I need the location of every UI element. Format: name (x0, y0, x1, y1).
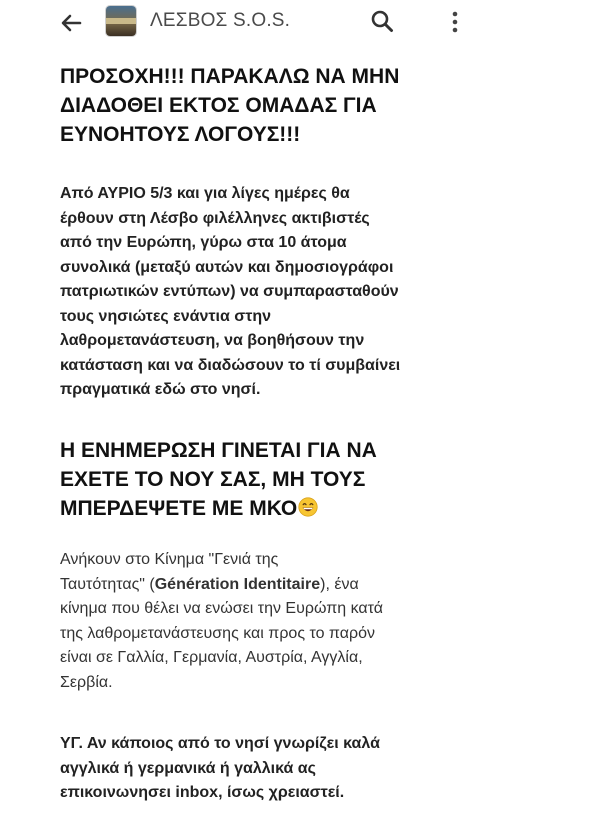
paragraph-line: Ανήκουν στο Κίνημα "Γενιά της (60, 551, 279, 568)
paragraph-line: της λαθρομετανάστευσης και προς το παρόν (60, 624, 375, 642)
paragraph-line: είναι σε Γαλλία, Γερμανία, Αυστρία, Αγγλία, (60, 649, 363, 666)
heading-line: ΠΡΟΣΟΧΗ!!! ΠΑΡΑΚΑΛΩ ΝΑ ΜΗΝ (60, 65, 400, 88)
paragraph-line: ΥΓ. Αν κάποιος από το νησί γνωρίζει καλά (60, 735, 380, 752)
movement-name: Génération Identitaire (154, 575, 321, 593)
announcement-paragraph (60, 182, 470, 403)
paragraph-line: Σερβία. (60, 673, 113, 691)
heading-line (60, 494, 480, 523)
paragraph-line: κίνημα που θέλει να ενώσει την Ευρώπη κατά (60, 600, 383, 617)
paragraph-line: από την Ευρώπη, γύρω στα 10 άτομα (60, 234, 347, 251)
heading-line: ΕΧΕΤΕ ΤΟ ΝΟΥ ΣΑΣ, ΜΗ ΤΟΥΣ (60, 468, 366, 491)
paragraph-line: πραγματικά εδώ στο νησί. (60, 381, 261, 398)
group-title[interactable]: ΛΕΣΒΟΣ S.O.S. (150, 10, 291, 31)
heading-line: ΕΥΝΟΗΤΟΥΣ ΛΟΓΟΥΣ!!! (60, 123, 301, 146)
heading-line: Η ΕΝΗΜΕΡΩΣΗ ΓΙΝΕΤΑΙ ΓΙΑ ΝΑ (60, 439, 377, 462)
paragraph-line: συνολικά (μεταξύ αυτών και δημοσιογράφοι (60, 258, 394, 276)
app-header (0, 0, 600, 46)
paragraph-line (60, 573, 480, 598)
back-arrow-icon[interactable] (60, 12, 82, 34)
heading-line-text: ΜΠΕΡΔΕΨΕΤΕ ΜΕ ΜΚΟ (60, 497, 298, 520)
info-heading (60, 436, 480, 523)
paragraph-line: επικοινωνησει inbox, ίσως χρειαστεί. (60, 784, 345, 801)
more-vertical-icon[interactable] (448, 11, 462, 33)
search-icon[interactable] (370, 9, 394, 33)
group-avatar[interactable] (106, 6, 136, 36)
paragraph-line: κατάσταση και να διαδώσουν το τί συμβαίνει (60, 356, 401, 374)
warning-heading (60, 62, 480, 149)
paragraph-line: πατριωτικών εντύπων) να συμπαρασταθούν (60, 283, 399, 300)
paragraph-text: Ταυτότητας" ( (60, 575, 155, 593)
paragraph-line: Από ΑΥΡΙΟ 5/3 και για λίγες ημέρες θα (60, 185, 350, 202)
paragraph-line: λαθρομετανάστευση, να βοηθήσουν την (60, 332, 365, 349)
heading-line: ΔΙΑΔΟΘΕΙ ΕΚΤΟΣ ΟΜΑΔΑΣ ΓΙΑ (60, 94, 377, 117)
grinning-face-emoji-icon (298, 497, 318, 517)
paragraph-text: ), ένα (320, 575, 359, 593)
paragraph-line: έρθουν στη Λέσβο φιλέλληνες ακτιβιστές (60, 209, 370, 227)
postscript-paragraph (60, 732, 470, 806)
movement-paragraph (60, 548, 480, 695)
paragraph-line: αγγλικά ή γερμανικά ή γαλλικά ας (60, 759, 316, 777)
paragraph-line: τους νησιώτες ενάντια στην (60, 307, 272, 325)
